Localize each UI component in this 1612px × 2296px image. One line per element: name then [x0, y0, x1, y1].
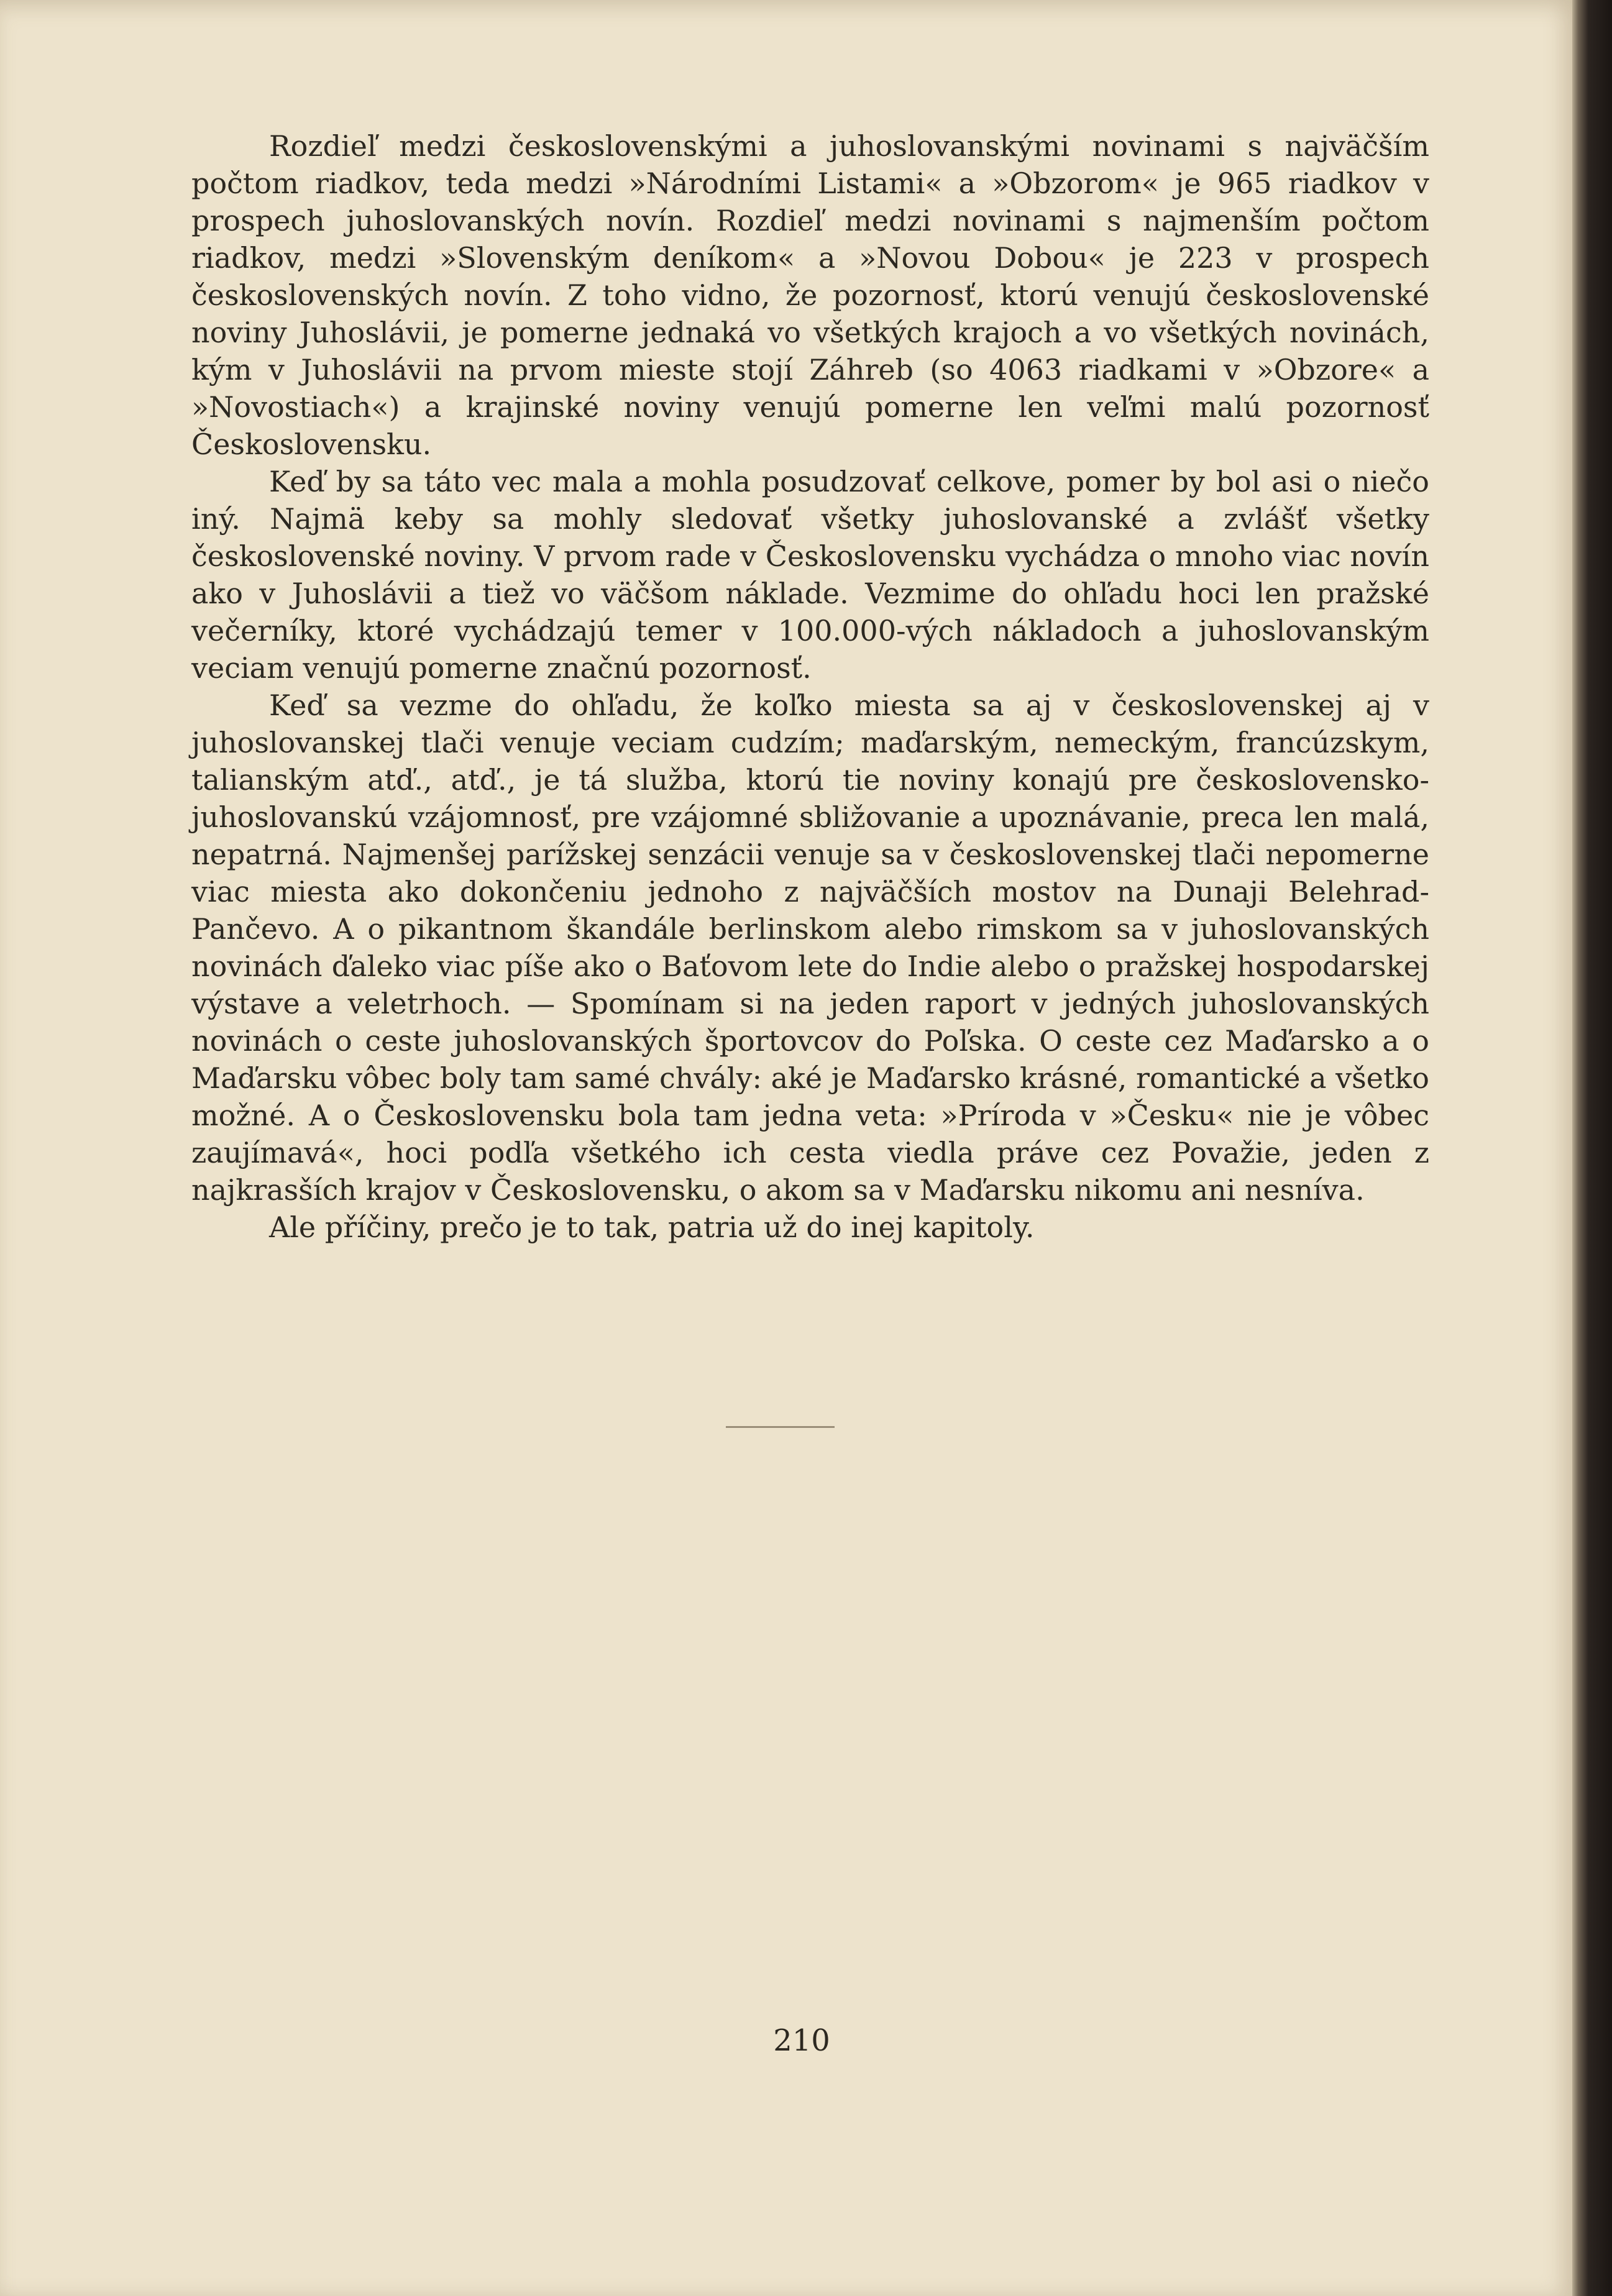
section-separator-rule — [726, 1426, 835, 1428]
paragraph-4: Ale příčiny, prečo je to tak, patria už do inej kapitoly. — [269, 1210, 1035, 1244]
page-number: 210 — [773, 2023, 830, 2058]
paragraph-2: Keď by sa táto vec mala a mohla posudzovať celkove, pomer by bol asi o niečo iný. Najmä keby sa mohly sledovať všetky juhoslovanské a zvlášť všetky československé noviny. V prvom rade v Československu vychádza o mnoho viac novín ako v Juhoslávii a tiež vo väčšom náklade. Vezmime do ohľadu hoci len pražské večerníky, ktoré vychádzajú temer v 100.000-vých nákladoch a juhoslovanským veciam venujú pomerne značnú pozornosť. — [191, 465, 1429, 685]
body-text — [191, 127, 1429, 1246]
book-binding-edge — [1572, 0, 1612, 2296]
paragraph-3: Keď sa vezme do ohľadu, že koľko miesta sa aj v československej aj v juhoslovanskej tlači venuje veciam cudzím; maďarským, nemeckým, francúzskym, talianským atď., atď., je tá služba, ktorú tie noviny konajú pre československo-juhoslovanskú vzájomnosť, pre vzájomné sbližovanie a upoznávanie, preca len malá, nepatrná. Najmenšej parížskej senzácii venuje sa v československej tlači nepomerne viac miesta ako dokončeniu jednoho z najväčších mostov na Dunaji Belehrad-Pančevo. A o pikantnom škandále berlinskom alebo rimskom sa v juhoslovanských novinách ďaleko viac píše ako o Baťovom lete do Indie alebo o pražskej hospodarskej výstave a veletrhoch. — Spomínam si na jeden raport v jedných juhoslovanských novinách o ceste juhoslovanských športovcov do Poľska. O ceste cez Maďarsko a o Maďarsku vôbec boly tam samé chvály: aké je Maďarsko krásné, romantické a všetko možné. A o Československu bola tam jedna veta: »Príroda v »Česku« nie je vôbec zaujímavá«, hoci podľa všetkého ich cesta viedla práve cez Považie, jeden z najkrasších krajov v Československu, o akom sa v Maďarsku nikomu ani nesníva. — [191, 688, 1429, 1207]
paragraph-1: Rozdieľ medzi československými a juhoslovanskými novinami s najväčším počtom riadkov, teda medzi »Národními Listami« a »Obzorom« je 965 riadkov v prospech juhoslovanských novín. Rozdieľ medzi novinami s najmenším počtom riadkov, medzi »Slovenským deníkom« a »Novou Dobou« je 223 v prospech československých novín. Z toho vidno, že pozornosť, ktorú venujú československé noviny Juhoslávii, je pomerne jednaká vo všetkých krajoch a vo všetkých novinách, kým v Juhoslávii na prvom mieste stojí Záhreb (so 4063 riadkami v »Obzore« a »Novostiach«) a krajinské noviny venujú pomerne len veľmi malú pozornosť Československu. — [191, 129, 1429, 461]
